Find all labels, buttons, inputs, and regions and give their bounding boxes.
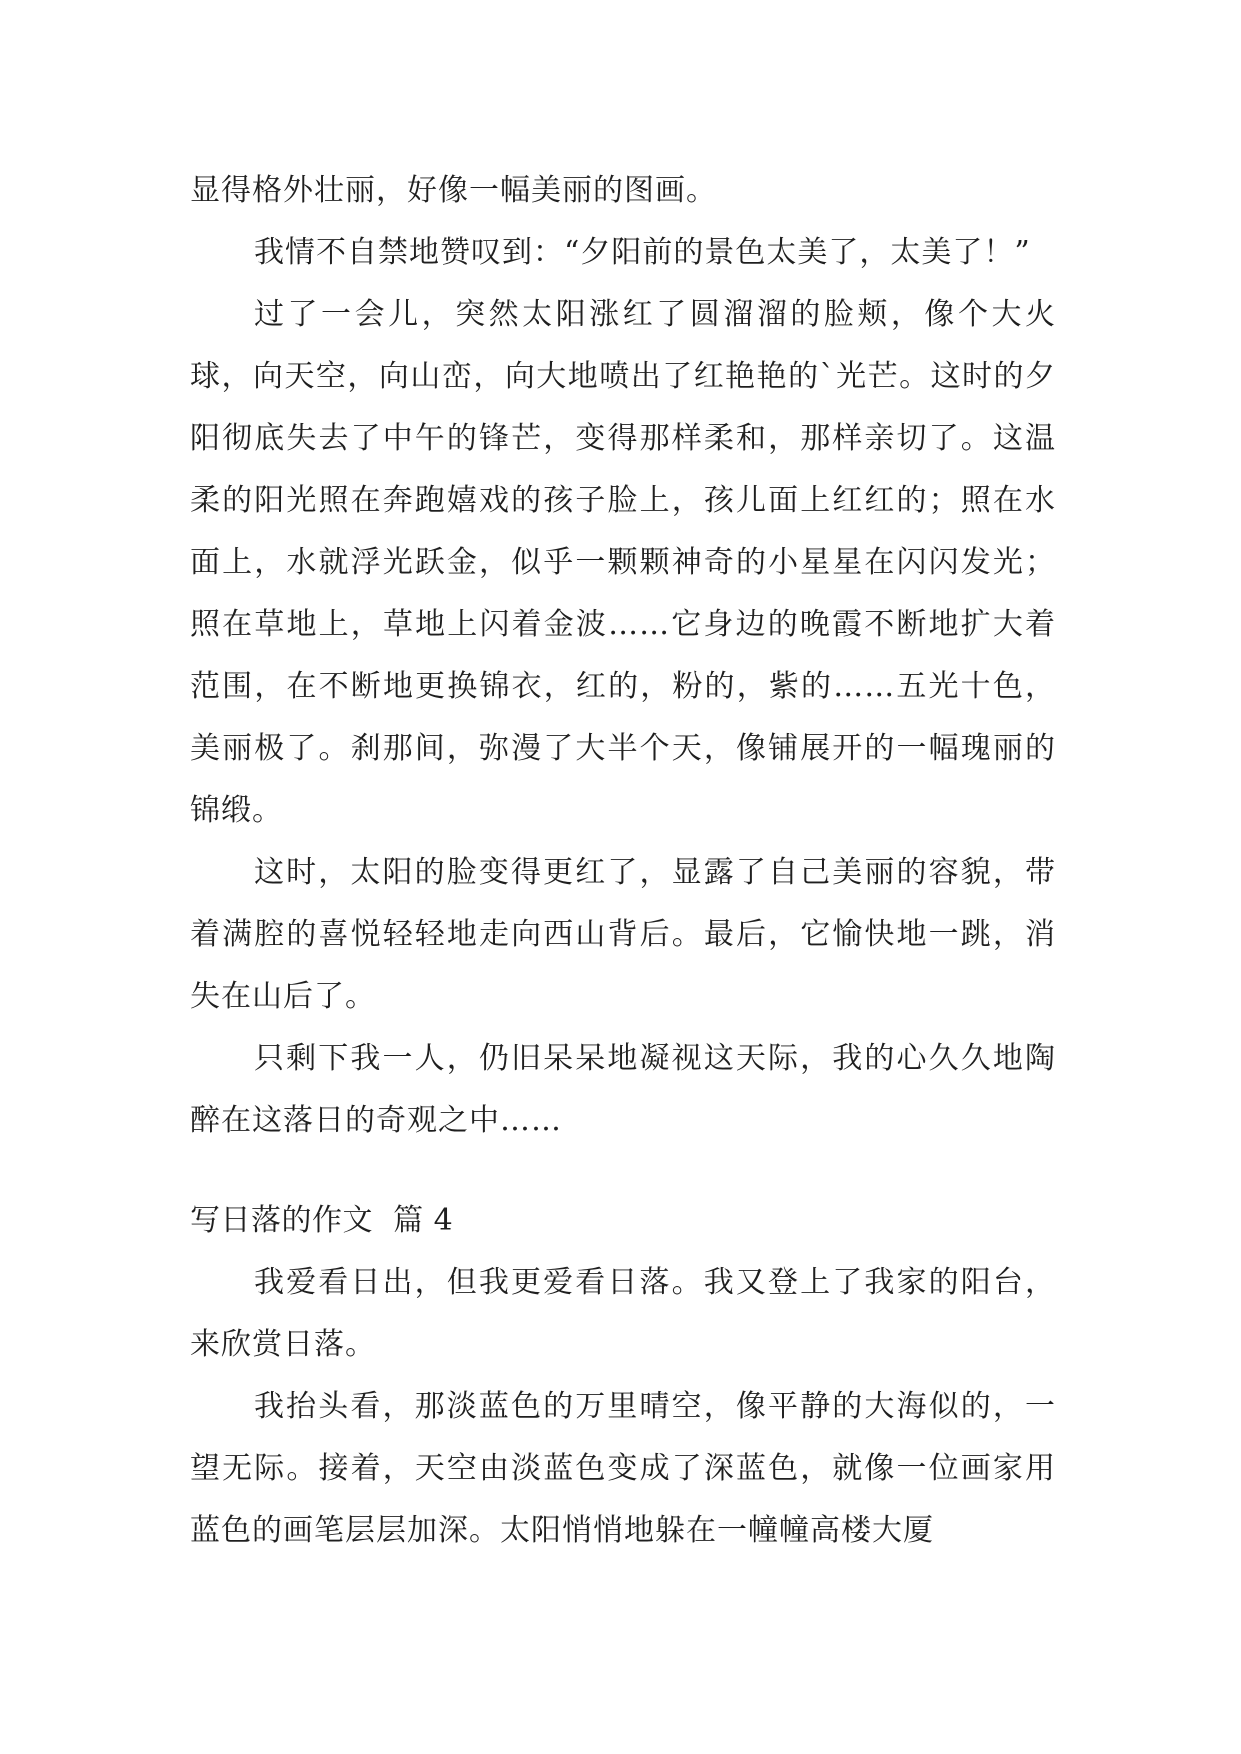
paragraph-sunset-description: 过了一会儿，突然太阳涨红了圆溜溜的脸颊，像个大火球，向天空，向山峦，向大地喷出了红艳艳的`光芒。这时的夕阳彻底失去了中午的锋芒，变得那样柔和，那样亲切了。这温柔的阳光照在奔跑嬉戏的孩子脸上，孩儿面上红红的；照在水面上，水就浮光跃金，似乎一颗颗神奇的小星星在闪闪发光；照在草地上，草地上闪着金波……它身边的晚霞不断地扩大着范围，在不断地更换锦衣，红的，粉的，紫的……五光十色，美丽极了。刹那间，弥漫了大半个天，像铺展开的一幅瑰丽的锦缎。 (190, 297, 1056, 828)
paragraph-essay4-sky: 我抬头看，那淡蓝色的万里晴空，像平静的大海似的，一望无际。接着，天空由淡蓝色变成了深蓝色，就像一位画家用蓝色的画笔层层加深。太阳悄悄地躲在一幢幢高楼大厦 (190, 1389, 1056, 1548)
section-title: 写日落的作文 篇 4 (190, 1203, 454, 1238)
paragraph-exclamation: 我情不自禁地赞叹到：“夕阳前的景色太美了，太美了！” (254, 235, 1031, 270)
paragraph-sun-sets: 这时，太阳的脸变得更红了，显露了自己美丽的容貌，带着满腔的喜悦轻轻地走向西山背后。最后，它愉快地一跳，消失在山后了。 (190, 855, 1056, 1014)
document-page (190, 160, 1056, 1562)
paragraph-continuation: 显得格外壮丽，好像一幅美丽的图画。 (190, 173, 717, 208)
paragraph-essay4-intro: 我爱看日出，但我更爱看日落。我又登上了我家的阳台，来欣赏日落。 (190, 1265, 1056, 1362)
paragraph-conclusion: 只剩下我一人，仍旧呆呆地凝视这天际，我的心久久地陶醉在这落日的奇观之中…… (190, 1041, 1056, 1138)
